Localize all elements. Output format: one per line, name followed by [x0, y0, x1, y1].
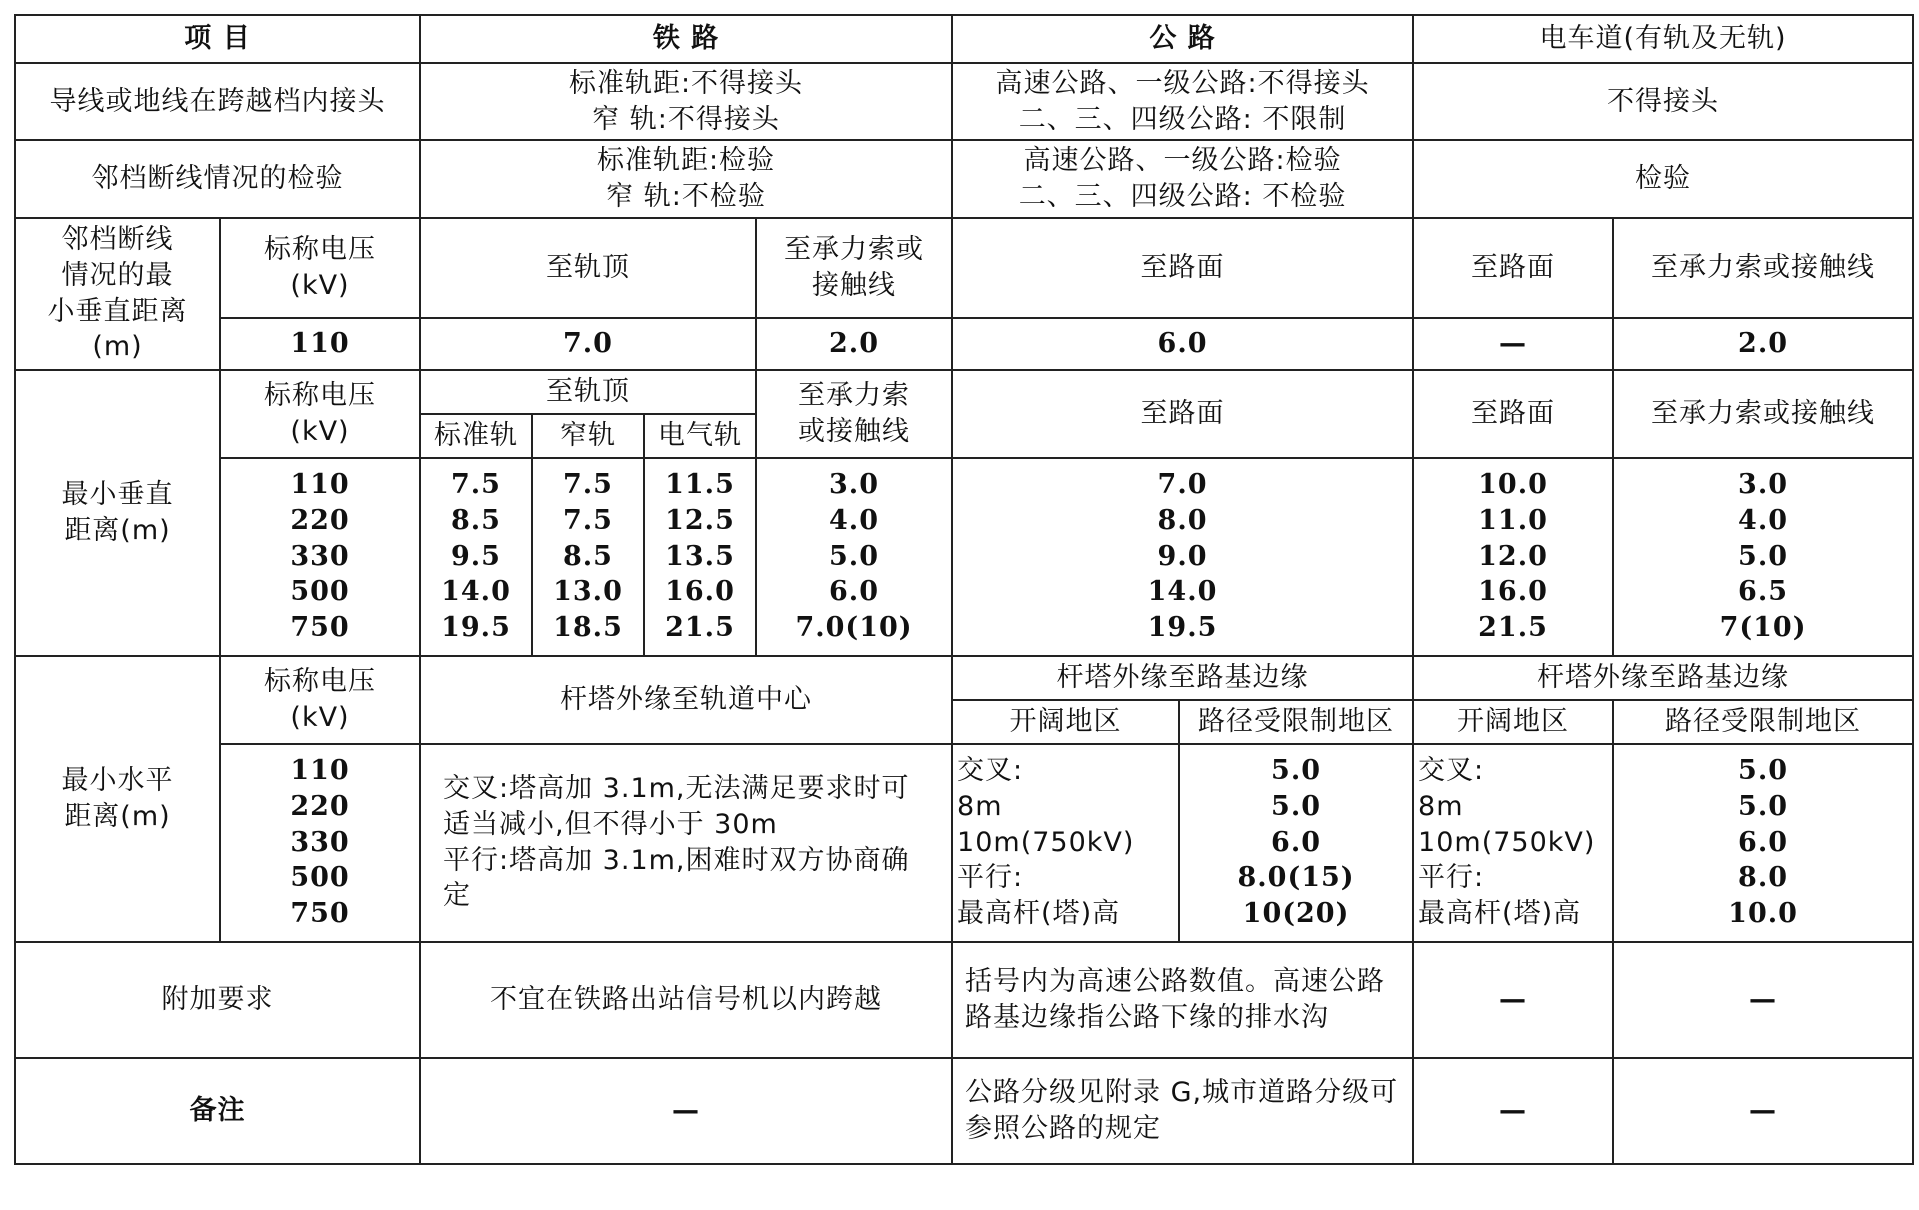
broken-vertical-tram-to-road: 至路面 — [1413, 218, 1613, 318]
additional-railway: 不宜在铁路出站信号机以内跨越 — [420, 942, 952, 1058]
min-vertical-electric: 电气轨 — [644, 414, 756, 458]
broken-vertical-rail-top-value: 7.0 — [420, 318, 756, 370]
min-horizontal-voltage-label: 标称电压 (kV) — [220, 656, 420, 744]
joint-railway: 标准轨距:不得接头 窄 轨:不得接头 — [420, 63, 952, 140]
min-vertical-narrow: 窄轨 — [532, 414, 644, 458]
crossing-requirements-table — [14, 14, 1912, 1165]
min-vertical-standard: 标准轨 — [420, 414, 532, 458]
header-railway: 铁 路 — [420, 15, 952, 63]
remarks-row — [15, 1058, 1913, 1164]
min-vertical-road-values: 7.0 8.0 9.0 14.0 19.5 — [952, 458, 1413, 656]
min-horizontal-road-open: 交叉: 8m 10m(750kV) 平行: 最高杆(塔)高 — [952, 744, 1179, 942]
broken-vertical-voltage: 110 — [220, 318, 420, 370]
header-tram: 电车道(有轨及无轨) — [1413, 15, 1913, 63]
joint-label: 导线或地线在跨越档内接头 — [15, 63, 420, 140]
broken-vertical-road-value: 6.0 — [952, 318, 1413, 370]
min-horizontal-tram-restricted: 5.0 5.0 6.0 8.0 10.0 — [1613, 744, 1913, 942]
min-vertical-to-road: 至路面 — [952, 370, 1413, 458]
inspection-tram: 检验 — [1413, 140, 1913, 217]
min-vertical-tram-catenary-values: 3.0 4.0 5.0 6.5 7(10) — [1613, 458, 1913, 656]
min-vertical-to-rail-top: 至轨顶 — [420, 370, 756, 414]
min-horizontal-label: 最小水平 距离(m) — [15, 656, 220, 942]
min-horizontal-voltages: 110 220 330 500 750 — [220, 744, 420, 942]
min-vertical-to-catenary: 至承力索 或接触线 — [756, 370, 952, 458]
broken-vertical-to-catenary: 至承力索或 接触线 — [756, 218, 952, 318]
inspection-railway: 标准轨距:检验 窄 轨:不检验 — [420, 140, 952, 217]
min-horizontal-open-area: 开阔地区 — [952, 700, 1179, 744]
min-vertical-value-row — [15, 458, 1913, 656]
min-vertical-header-row-1 — [15, 370, 1913, 414]
additional-tram-b: — — [1613, 942, 1913, 1058]
min-horizontal-tram-header: 杆塔外缘至路基边缘 — [1413, 656, 1913, 700]
broken-vertical-tram-catenary-value: 2.0 — [1613, 318, 1913, 370]
remarks-railway: — — [420, 1058, 952, 1164]
min-vertical-narrow-values: 7.5 7.5 8.5 13.0 18.5 — [532, 458, 644, 656]
min-horizontal-rail-header: 杆塔外缘至轨道中心 — [420, 656, 952, 744]
remarks-tram-a: — — [1413, 1058, 1613, 1164]
min-vertical-tram-to-road: 至路面 — [1413, 370, 1613, 458]
min-horizontal-restricted-area: 路径受限制地区 — [1179, 700, 1413, 744]
remarks-tram-b: — — [1613, 1058, 1913, 1164]
min-vertical-voltage-label: 标称电压 (kV) — [220, 370, 420, 458]
broken-vertical-tram-to-catenary: 至承力索或接触线 — [1613, 218, 1913, 318]
min-horizontal-tram-restricted-area: 路径受限制地区 — [1613, 700, 1913, 744]
min-vertical-tram-road-values: 10.0 11.0 12.0 16.0 21.5 — [1413, 458, 1613, 656]
remarks-label: 备注 — [15, 1058, 420, 1164]
remarks-highway: 公路分级见附录 G,城市道路分级可参照公路的规定 — [952, 1058, 1413, 1164]
min-vertical-tram-to-catenary: 至承力索或接触线 — [1613, 370, 1913, 458]
header-row — [15, 15, 1913, 63]
min-horizontal-value-row — [15, 744, 1913, 942]
min-vertical-standard-values: 7.5 8.5 9.5 14.0 19.5 — [420, 458, 532, 656]
inspection-row — [15, 140, 1913, 217]
min-vertical-catenary-values: 3.0 4.0 5.0 6.0 7.0(10) — [756, 458, 952, 656]
broken-vertical-label: 邻档断线 情况的最 小垂直距离 (m) — [15, 218, 220, 370]
inspection-highway: 高速公路、一级公路:检验 二、三、四级公路: 不检验 — [952, 140, 1413, 217]
inspection-label: 邻档断线情况的检验 — [15, 140, 420, 217]
min-horizontal-header-row-1 — [15, 656, 1913, 700]
broken-vertical-header-row — [15, 218, 1913, 318]
min-vertical-label: 最小垂直 距离(m) — [15, 370, 220, 656]
broken-vertical-catenary-value: 2.0 — [756, 318, 952, 370]
additional-tram-a: — — [1413, 942, 1613, 1058]
spec-table — [14, 14, 1914, 1165]
broken-vertical-tram-road-value: — — [1413, 318, 1613, 370]
header-highway: 公 路 — [952, 15, 1413, 63]
min-horizontal-road-restricted: 5.0 5.0 6.0 8.0(15) 10(20) — [1179, 744, 1413, 942]
min-horizontal-rail-text: 交叉:塔高加 3.1m,无法满足要求时可适当减小,但不得小于 30m 平行:塔高加 3.1m,困难时双方协商确定 — [420, 744, 952, 942]
broken-vertical-voltage-label: 标称电压 (kV) — [220, 218, 420, 318]
additional-row — [15, 942, 1913, 1058]
min-horizontal-tram-open-area: 开阔地区 — [1413, 700, 1613, 744]
additional-label: 附加要求 — [15, 942, 420, 1058]
header-item: 项 目 — [15, 15, 420, 63]
broken-vertical-to-road: 至路面 — [952, 218, 1413, 318]
min-vertical-electric-values: 11.5 12.5 13.5 16.0 21.5 — [644, 458, 756, 656]
min-horizontal-road-header: 杆塔外缘至路基边缘 — [952, 656, 1413, 700]
joint-highway: 高速公路、一级公路:不得接头 二、三、四级公路: 不限制 — [952, 63, 1413, 140]
joint-row — [15, 63, 1913, 140]
additional-highway: 括号内为高速公路数值。高速公路路基边缘指公路下缘的排水沟 — [952, 942, 1413, 1058]
broken-vertical-value-row — [15, 318, 1913, 370]
broken-vertical-to-rail-top: 至轨顶 — [420, 218, 756, 318]
min-horizontal-tram-open: 交叉: 8m 10m(750kV) 平行: 最高杆(塔)高 — [1413, 744, 1613, 942]
min-vertical-voltages: 110 220 330 500 750 — [220, 458, 420, 656]
joint-tram: 不得接头 — [1413, 63, 1913, 140]
